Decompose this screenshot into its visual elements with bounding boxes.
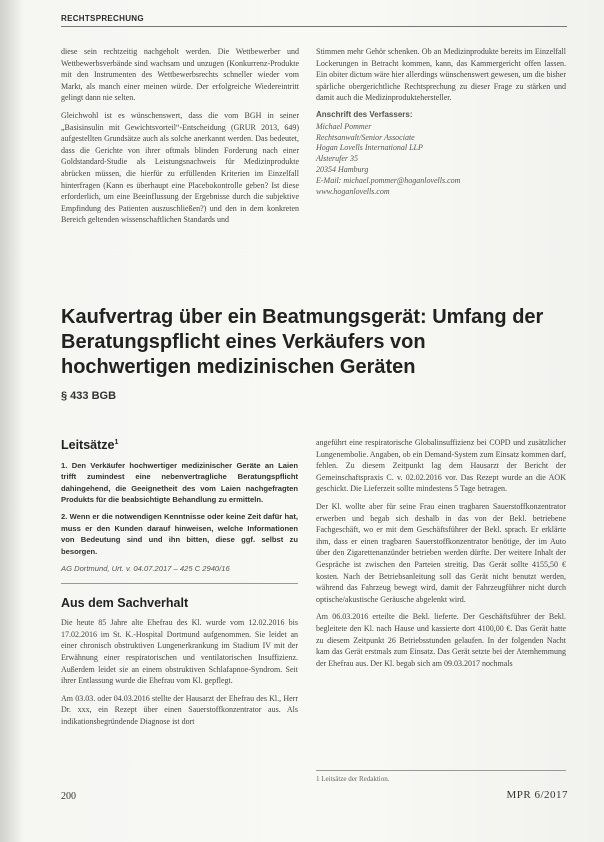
leitsatz-2: 2. Wenn er die notwendigen Kenntnisse oder keine Zeit dafür hat, muss er den Kunden darauf hinweisen, welche Informationen von Bedeutung sind und ihn bitten, diese ggf. selbst zu besorgen.	[61, 512, 298, 556]
bottom-left-column	[61, 437, 298, 734]
author-role: Rechtsanwalt/Senior Associate	[316, 132, 415, 142]
top-right-column	[316, 46, 566, 197]
sachverhalt-heading: Aus dem Sachverhalt	[61, 595, 189, 610]
leitsatz-1: 1. Den Verkäufer hochwertiger medizinischer Geräte an Laien trifft zumindest eine nebenvertragliche Beratungspflicht dahingehend, die Geeignetheit des vom Laien nachgefragten Produkts für die beabsichtigte Behandlung zu ermitteln.	[61, 460, 298, 504]
bottom-right-column	[316, 437, 566, 675]
article-title: Kaufvertrag über ein Beatmungsgerät: Umfang der Beratungspflicht eines Verkäufers von hochwertigen medizinischen Geräten	[61, 306, 544, 378]
sachverhalt-text	[61, 617, 298, 727]
author-address	[316, 110, 566, 197]
page-number: 200	[61, 791, 76, 802]
author-city: 20354 Hamburg	[316, 164, 369, 174]
body-paragraph: Gleichwohl ist es wünschenswert, dass die vom BGH in seiner „Basisinsulin mit Gewichtsvorteil“-Entscheidung (GRUR 2013, 649) aufgestellten Grundsätze auch als solche anerkannt werden. Das bedeutet, dass die Gerichte von ihrer oftmals blinden Forderung nach einer Goldstandard-Studie als Leistungsnachweis für Medizinprodukte abrücken müssen, die hierfür zu erfüllenden Kriterien im Einzelfall hinterfragen (Kann es überhaupt eine Placebokontrolle geben? Ist diese erforderlich, um eine Beeinflussung der Ergebnisse durch die subjektive Empfindung des Patienten auszuschließen?) und den in dem konkreten Bereich geltenden wissenschaftlichen Standards und	[61, 110, 299, 225]
body-paragraph: Die heute 85 Jahre alte Ehefrau des Kl. wurde vom 12.02.2016 bis 17.02.2016 im St. K.-Hospital Dortmund aufgenommen. Sie leidet an einer chronisch obstruktiven Lungenerkrankung im Stadium IV mit der Erwähnung einer respiratorischen und ventilatorischen Insuffizienz. Außerdem leidet sie an einem obstruktiven Schlafapnoe-Syndrom. Seit ihrer Entlassung wurde die Ehefrau vom Kl. gepflegt.	[61, 618, 298, 686]
body-paragraph: Am 06.03.2016 erteilte die Bekl. lieferte. Der Geschäftsführer der Bekl. begleitete den Kl. nach Hause und kassierte dort 4100,00 €. Das Gerät hatte zu diesem Zeitpunkt 26 Betriebsstunden gelaufen. In der folgenden Nacht kam das Gerät erstmals zum Einsatz. Das Gerät setzte bei der Atemhemmung der Ehefrau aus. Der Kl. begab sich am 09.03.2017 nochmals	[316, 612, 566, 668]
footnote-mark: 1	[114, 439, 119, 446]
leitsaetze-heading	[61, 437, 298, 452]
address-title: Anschrift des Verfassers:	[316, 109, 413, 119]
author-firm: Hogan Lovells International LLP	[316, 143, 423, 153]
author-email: E-Mail: michael.pommer@hoganlovells.com	[316, 175, 461, 185]
author-name: Michael Pommer	[316, 121, 372, 131]
leitsaetze-heading-text: Leitsätze	[61, 438, 115, 453]
body-paragraph: Stimmen mehr Gehör schenken. Ob an Medizinprodukte bereits im Einzelfall Lockerungen in Betracht kommen, kann, das Kammergericht offen lassen. Ein obiter dictum wäre hier allerdings wünschenswert gewesen, um die bisher spärliche obergerichtliche Rechtsprechung zu dieser Frage zu stärken und damit auch die Medizinproduktehersteller.	[316, 47, 566, 103]
author-street: Alsterufer 35	[316, 154, 358, 164]
author-website: www.hoganlovells.com	[316, 186, 390, 196]
journal-issue: MPR 6/2017	[506, 789, 568, 801]
footnote: 1 Leitsätze der Redaktion.	[316, 770, 566, 783]
header-rule	[61, 26, 567, 27]
top-left-column	[61, 46, 299, 232]
body-paragraph: angeführt eine respiratorische Globalinsuffizienz bei COPD und zusätzlicher Lungenembolie. Angaben, ob ein Demand-System zum Einsatz kommen darf, fehlen. Zu diesem Zeitpunkt lag dem Hausarzt der Bericht der Gemeinschaftspraxis C. v. 02.02.2016 vor. Das Rezept wurde an die AOK geschickt. Die Lieferzeit sollte mindestens 5 Tage betragen.	[316, 438, 566, 494]
section-header: RECHTSPRECHUNG	[61, 14, 144, 23]
body-paragraph: diese sein rechtzeitig nachgeholt werden. Die Wettbewerber und Wettbewerbsverbände sind wachsam und unzugen (Konkurrenz-Produkte mit den Instrumenten des Wettbewerbsrechts schneller wieder vom Markt, als manch einer meinen würde. Der erfolgreiche Wiedereintritt gelingt dann nie selten.	[61, 47, 299, 103]
body-paragraph: Am 03.03. oder 04.03.2016 stellte der Hausarzt der Ehefrau des Kl., Herr Dr. xxx, ein Rezept über einen Sauerstoffkonzentrator aus. Als indikationsbegründende Diagnose ist dort	[61, 693, 298, 726]
court-citation: AG Dortmund, Urt. v. 04.07.2017 – 425 C 2940/16	[61, 563, 298, 584]
body-paragraph: Der Kl. wollte aber für seine Frau einen tragbaren Sauerstoffkonzentrator erwerben und begab sich deshalb in das von der Bekl. betriebene Fachgeschäft, wo er mit dem Geschäftsführer der Bekl. sprach. Er erklärte ihm, dass er einen tragbaren Sauerstoffkonzentrator benötige, der im Auto über den Zigarettenanzünder betrieben werden dürfte. Der weitere Inhalt der Gespräche ist zwischen den Parteien streitig. Das Gerät sollte 4155,50 € kosten. Nach der Betriebsanleitung soll das Gerät nicht benutzt werden, während das Fahrzeug bewegt wird, damit der Fahrzeugführer nicht durch optische/akustische Geräusche abgelenkt wird.	[316, 501, 566, 604]
statute-reference: § 433 BGB	[61, 390, 117, 402]
